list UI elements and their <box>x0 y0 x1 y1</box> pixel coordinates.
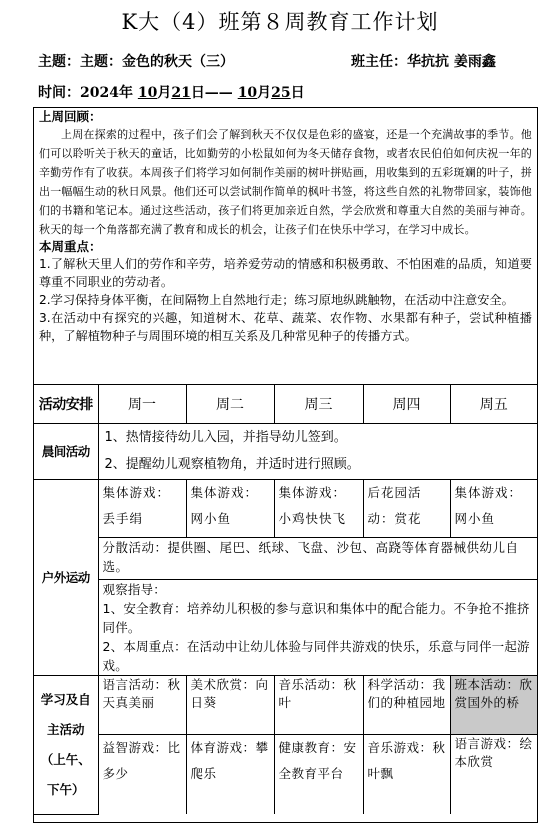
time-day-start: 21 <box>171 85 191 101</box>
learning-label-line-4: 下午） <box>46 781 85 797</box>
learning-thu-2: 音乐游戏：秋叶飘 <box>363 734 450 814</box>
observe-item-2: 2、本周重点：在活动中让幼儿体验与同伴共游戏的快乐，乐意与同伴一起游戏。 <box>102 638 530 673</box>
learning-mon-1: 语言活动：秋天真美丽 <box>98 675 186 734</box>
outdoor-observe <box>98 579 537 675</box>
day-header-wed: 周三 <box>274 385 363 423</box>
outdoor-game-mon: 集体游戏：丢手绢 <box>98 479 186 537</box>
focus-heading: 本周重点： <box>39 239 102 254</box>
schedule-header-label: 活动安排 <box>34 385 98 423</box>
theme-line <box>38 51 234 71</box>
learning-label-line-1: 学习及自 <box>40 691 91 707</box>
observe-title: 观察指导： <box>102 581 167 597</box>
outdoor-scatter: 分散活动：提供圈、尾巴、纸球、飞盘、沙包、高跷等体育器械供幼儿自选。 <box>98 537 537 579</box>
outdoor-scatter-row <box>34 537 537 579</box>
learning-label-line-3: （上午、 <box>40 751 91 767</box>
learning-fri-2: 语言游戏：绘本欣赏 <box>450 734 537 814</box>
time-month-suffix-2: 月 <box>257 85 272 101</box>
morning-item-1: 1、热情接待幼儿入园，并指导幼儿签到。 <box>104 429 347 445</box>
day-header-tue: 周二 <box>186 385 274 423</box>
teacher-label: 班主任： <box>351 54 407 70</box>
time-month-end: 10 <box>237 85 258 101</box>
focus-item-3: 3.在活动中有探究的兴趣，知道树木、花草、蔬菜、农作物、水果都有种子，尝试种植播种，了解植物种子与周围环境的相互关系及几种常见种子的传播方式。 <box>39 311 532 343</box>
learning-thu-1: 科学活动：我们的种植园地 <box>363 675 450 734</box>
morning-label: 晨间活动 <box>34 423 98 479</box>
time-line <box>38 82 305 102</box>
theme-value: 主题：金色的秋天（三） <box>80 54 234 70</box>
learning-label-line-2: 主活动 <box>46 721 85 737</box>
day-header-fri: 周五 <box>450 385 537 423</box>
learning-mon-2: 益智游戏：比多少 <box>98 734 186 814</box>
learning-row-2 <box>34 734 537 814</box>
morning-content <box>98 423 537 479</box>
day-header-mon: 周一 <box>98 385 186 423</box>
outdoor-observe-row <box>34 579 537 675</box>
review-heading: 上周回顾： <box>39 109 102 124</box>
schedule-header-row <box>34 385 537 423</box>
day-header-thu: 周四 <box>363 385 450 423</box>
learning-fri-1: 班本活动：欣赏国外的桥 <box>450 675 537 734</box>
outdoor-game-thu: 后花园活动：赏花 <box>363 479 450 537</box>
outdoor-game-wed: 集体游戏：小鸡快快飞 <box>274 479 363 537</box>
page-title: K大（4）班第８周教育工作计划 <box>121 10 439 34</box>
teacher-line <box>351 51 496 71</box>
time-label: 时间： <box>38 85 80 101</box>
time-month-start: 10 <box>137 85 158 101</box>
learning-row-1 <box>34 675 537 734</box>
teacher-value: 华抗抗 姜雨鑫 <box>407 54 496 70</box>
morning-item-2: 2、提醒幼儿观察植物角，并适时进行照顾。 <box>104 456 360 472</box>
outdoor-game-tue: 集体游戏：网小鱼 <box>186 479 274 537</box>
learning-wed-1: 音乐活动：秋叶 <box>274 675 363 734</box>
outdoor-game-fri: 集体游戏：网小鱼 <box>450 479 537 537</box>
time-year: 2024年 <box>80 85 133 101</box>
review-section <box>34 108 537 385</box>
observe-item-1: 1、安全教育：培养幼儿积极的参与意识和集体中的配合能力。不争抢不推挤同伴。 <box>102 600 530 635</box>
time-month-suffix-1: 月 <box>157 85 172 101</box>
schedule-table <box>34 385 537 815</box>
learning-label <box>34 675 98 814</box>
review-text: 上周在探索的过程中，孩子们会了解到秋天不仅仅是色彩的盛宴，还是一个充满故事的季节。他们可以聆听关于秋天的童话，比如勤劳的小松鼠如何为冬天储存食物，或者农民伯伯如何庆祝一年的辛勤劳作有了收获。本周孩子们将学习如何制作美丽的树叶拼贴画，用收集到的五彩斑斓的叶子，拼出一幅幅生动的秋日风景。他们还可以尝试制作简单的枫叶书签，将这些自然的礼物带回家，装饰他们的书籍和笔记本。通过这些活动，孩子们将更加亲近自然，学会欣赏和尊重大自然的美丽与神奇。秋天的每一个角落都充满了教育和成长的机会，让孩子们在快乐中学习，在学习中成长。 <box>39 128 532 236</box>
learning-tue-2: 体育游戏：攀爬乐 <box>186 734 274 814</box>
theme-label: 主题： <box>38 54 80 70</box>
outdoor-games-row <box>34 479 537 537</box>
time-separator: 日—— <box>190 85 233 101</box>
time-end: 日 <box>290 85 305 101</box>
morning-row <box>34 423 537 479</box>
outdoor-label: 户外运动 <box>34 479 98 675</box>
learning-wed-2: 健康教育：安全教育平台 <box>274 734 363 814</box>
plan-frame <box>33 107 538 823</box>
learning-tue-1: 美术欣赏：向日葵 <box>186 675 274 734</box>
focus-item-1: 1.了解秋天里人们的劳作和辛劳，培养爱劳动的情感和积极勇敢、不怕困难的品质，知道要尊重不同职业的劳动者。 <box>39 257 532 289</box>
time-day-end: 25 <box>271 85 291 101</box>
focus-item-2: 2.学习保持身体平衡，在间隔物上自然地行走；练习原地纵跳触物，在活动中注意安全。 <box>39 293 514 307</box>
